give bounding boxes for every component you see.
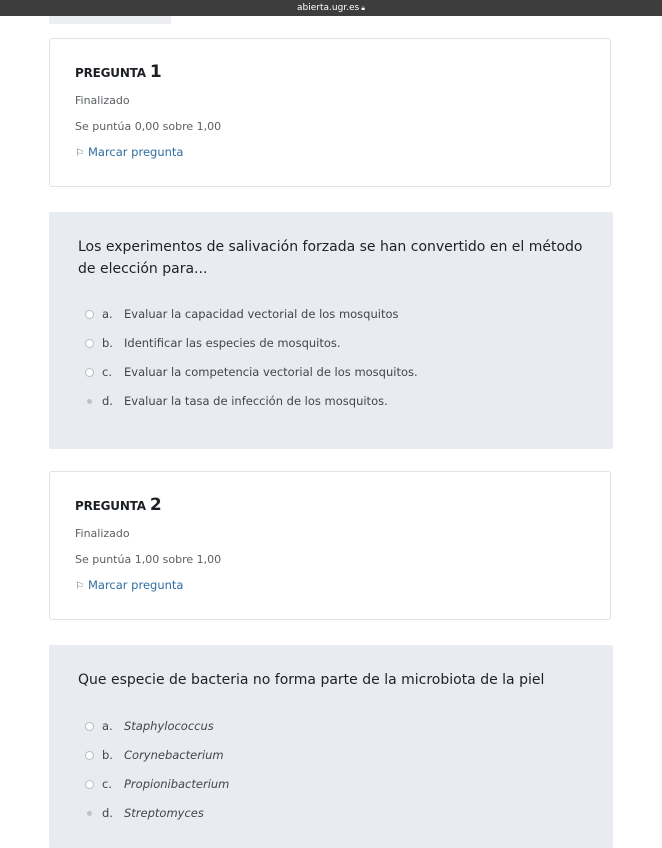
question-label: PREGUNTA <box>75 499 146 513</box>
radio-button[interactable] <box>85 339 94 348</box>
answer-letter: b. <box>102 748 113 762</box>
answer-letter: b. <box>102 336 113 350</box>
question-number: 2 <box>149 495 162 515</box>
lock-icon: 🔒︎ <box>361 4 365 12</box>
answer-option-d[interactable] <box>85 804 204 822</box>
question-number: 1 <box>149 62 162 82</box>
flag-question-link[interactable] <box>75 578 183 592</box>
flag-question-link[interactable] <box>75 145 183 159</box>
question-state: Finalizado <box>75 94 130 107</box>
answer-option-d[interactable] <box>85 392 388 410</box>
answer-text: Evaluar la tasa de infección de los mosquitos. <box>124 394 388 408</box>
answer-option-c[interactable] <box>85 363 418 381</box>
radio-button-selected[interactable] <box>87 399 92 404</box>
radio-button-selected[interactable] <box>87 811 92 816</box>
radio-button[interactable] <box>85 310 94 319</box>
question-2-info <box>49 471 611 620</box>
answer-letter: c. <box>102 777 112 791</box>
flag-icon: ⚐ <box>75 581 84 592</box>
flag-icon: ⚐ <box>75 148 84 159</box>
answer-letter: c. <box>102 365 112 379</box>
question-1-title <box>75 62 161 82</box>
answer-letter: d. <box>102 806 113 820</box>
question-text: Que especie de bacteria no forma parte de la microbiota de la piel <box>78 672 545 688</box>
question-label: PREGUNTA <box>75 66 146 80</box>
question-2-title <box>75 495 161 515</box>
flag-label: Marcar pregunta <box>87 145 184 159</box>
question-1-content <box>49 212 613 449</box>
radio-button[interactable] <box>85 722 94 731</box>
answer-text: Propionibacterium <box>124 777 230 791</box>
question-state: Finalizado <box>75 527 130 540</box>
flag-label: Marcar pregunta <box>87 578 184 592</box>
answer-text: Identificar las especies de mosquitos. <box>124 336 341 350</box>
answer-option-a[interactable] <box>85 305 399 323</box>
answer-text: Streptomyces <box>124 806 204 820</box>
answer-option-a[interactable] <box>85 717 214 735</box>
answer-letter: a. <box>102 719 113 733</box>
answer-text: Corynebacterium <box>124 748 224 762</box>
answer-text: Staphylococcus <box>124 719 214 733</box>
radio-button[interactable] <box>85 780 94 789</box>
question-grade: Se puntúa 0,00 sobre 1,00 <box>75 120 222 133</box>
answer-option-b[interactable] <box>85 334 341 352</box>
answer-letter: a. <box>102 307 113 321</box>
answer-text: Evaluar la capacidad vectorial de los mosquitos <box>124 307 399 321</box>
radio-button[interactable] <box>85 368 94 377</box>
question-2-content <box>49 645 613 848</box>
browser-url-bar[interactable] <box>0 0 662 16</box>
radio-button[interactable] <box>85 751 94 760</box>
question-grade: Se puntúa 1,00 sobre 1,00 <box>75 553 222 566</box>
answer-option-b[interactable] <box>85 746 224 764</box>
url-text: abierta.ugr.es <box>297 3 360 13</box>
answer-option-c[interactable] <box>85 775 229 793</box>
answer-letter: d. <box>102 394 113 408</box>
question-text: Los experimentos de salivación forzada se han convertido en el método de elección para... <box>78 239 583 277</box>
question-1-info <box>49 38 611 187</box>
previous-tab-stub <box>49 16 171 24</box>
answer-text: Evaluar la competencia vectorial de los mosquitos. <box>124 365 418 379</box>
